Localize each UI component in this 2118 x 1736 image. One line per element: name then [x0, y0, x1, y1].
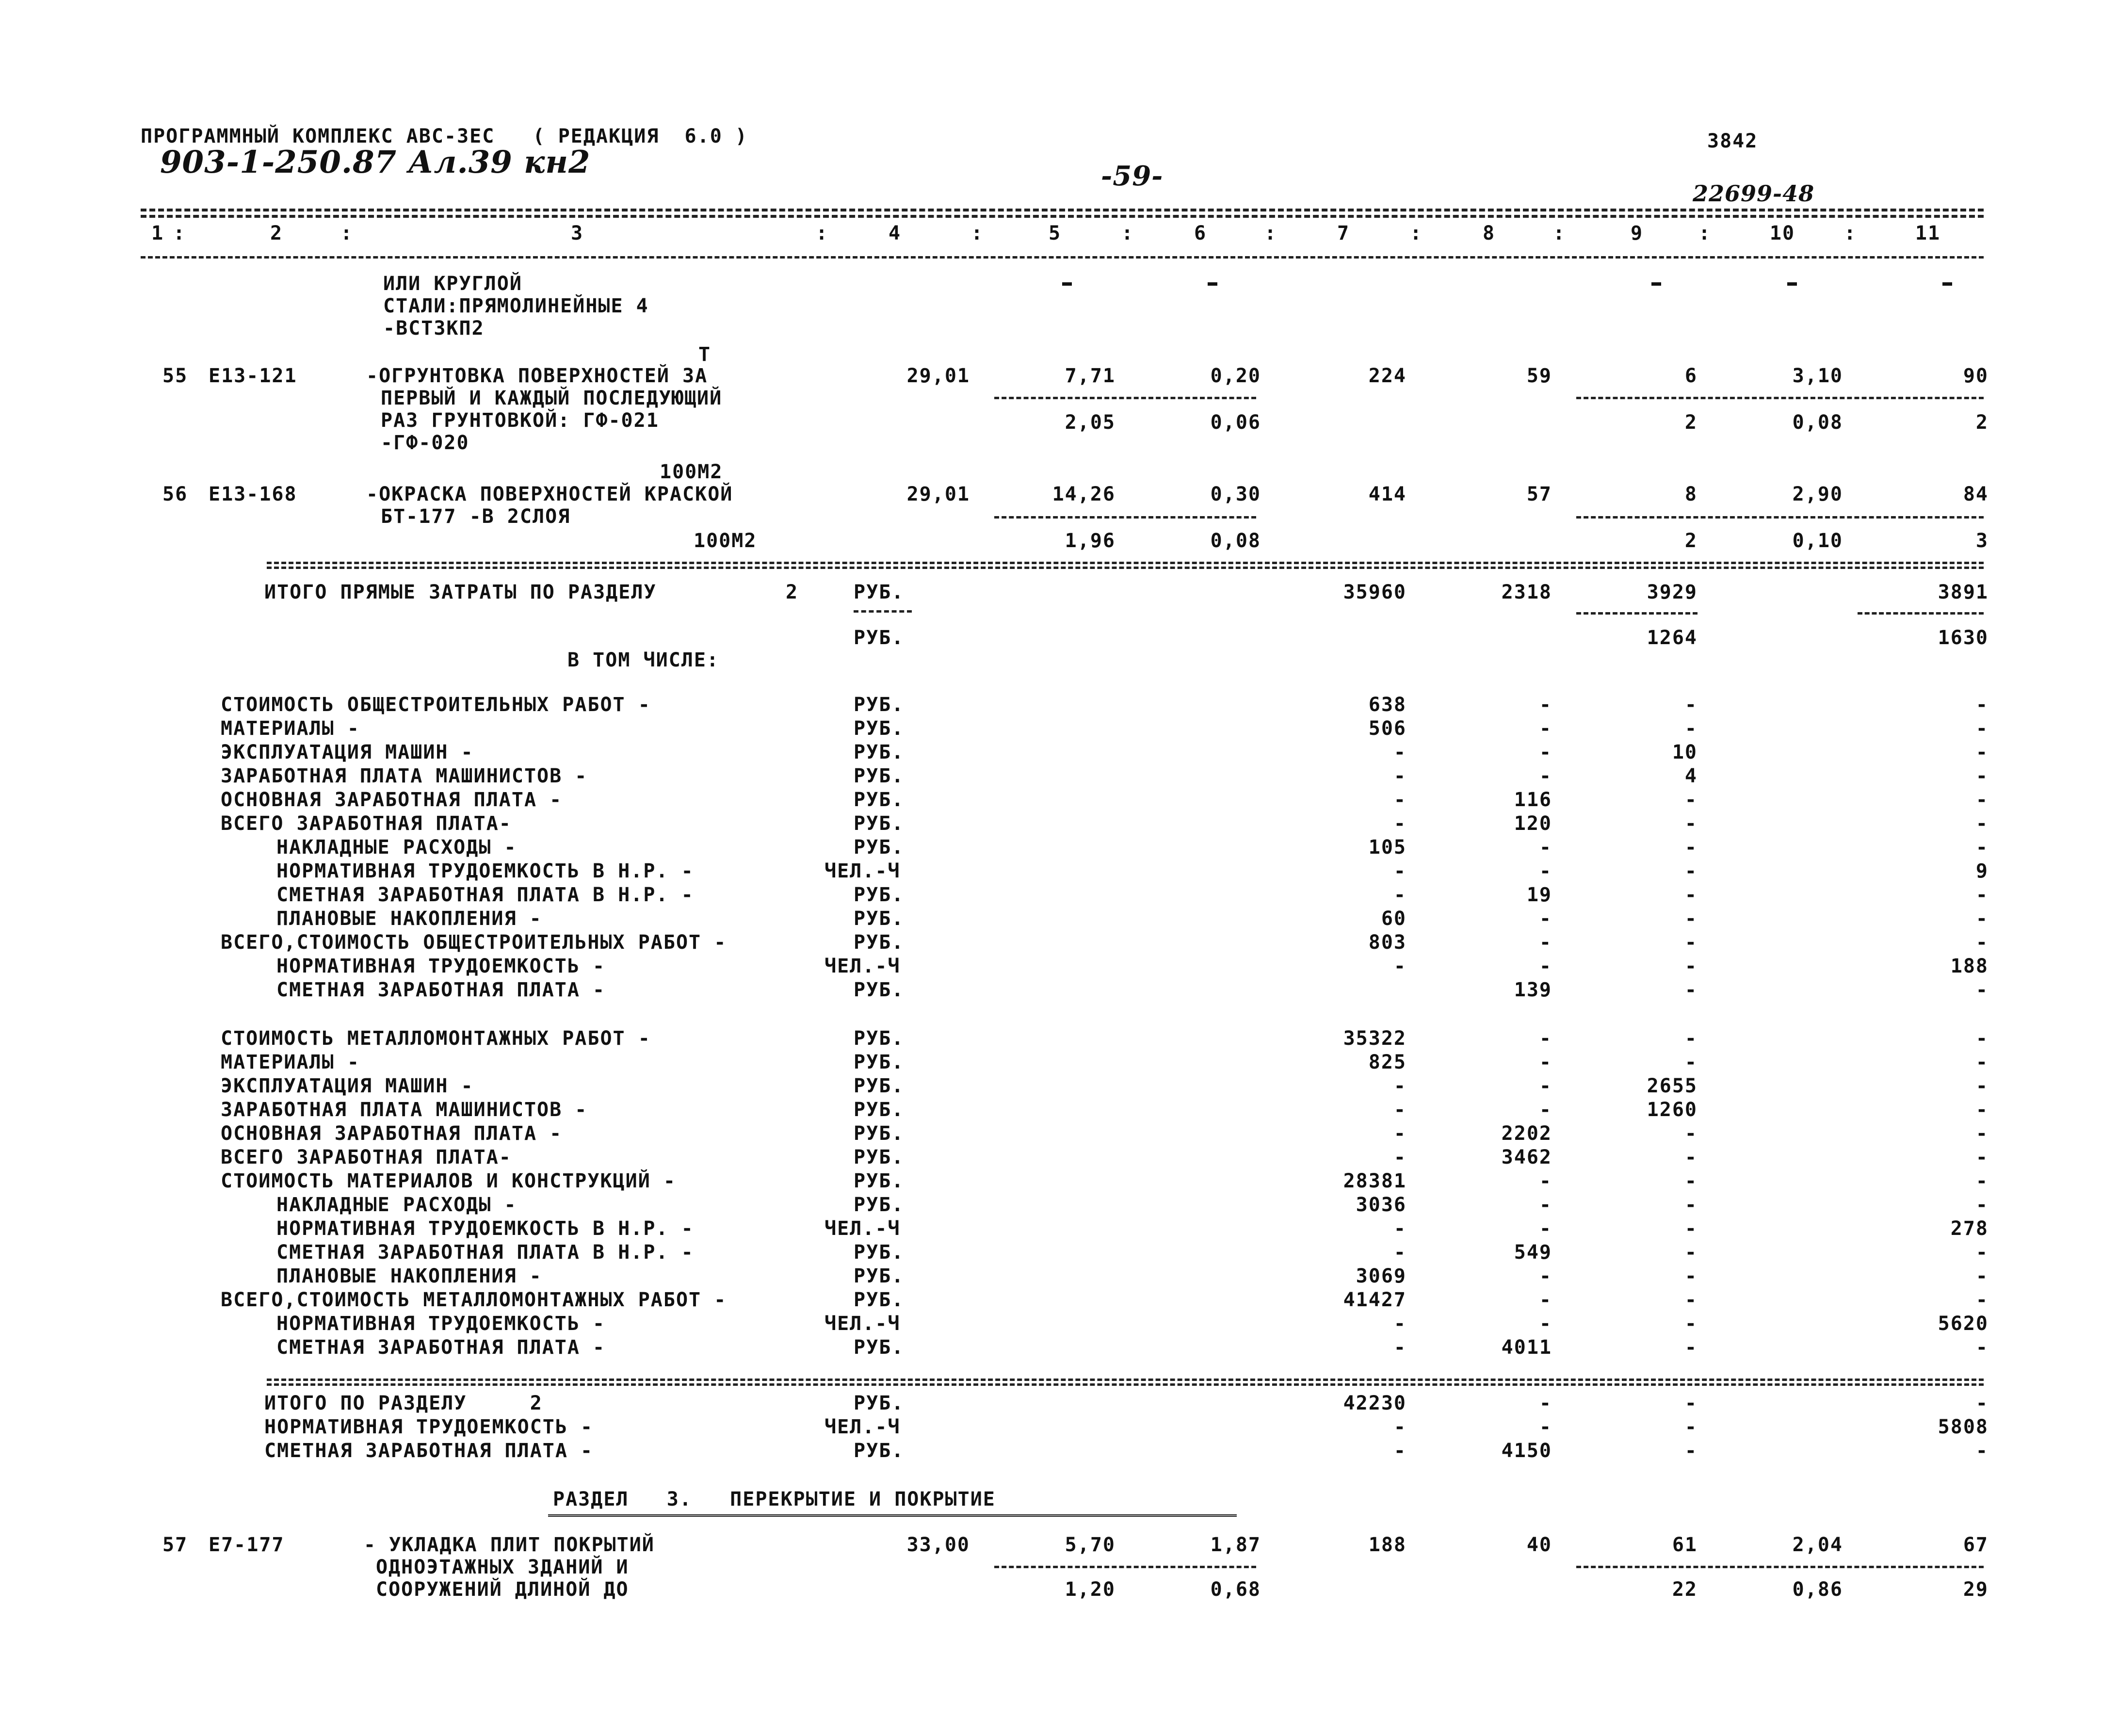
summary-label: СМЕТНАЯ ЗАРАБОТНАЯ ПЛАТА В Н.Р. -	[276, 884, 694, 906]
description-line: БТ-177 -В 2СЛОЯ	[381, 505, 571, 528]
section-underline	[548, 1514, 1237, 1517]
cell-wage: -	[1539, 741, 1552, 763]
cell-labor-total: 188	[1950, 955, 1989, 977]
including-label: В ТОМ ЧИСЛЕ:	[567, 649, 719, 671]
page-number: -59-	[1101, 160, 1164, 192]
cell-machines-b: 2	[1684, 411, 1698, 434]
cell-total: 224	[1368, 365, 1407, 387]
subline	[994, 397, 1256, 399]
summary-unit: РУБ.	[854, 1336, 905, 1359]
cell-labor-b: 0,10	[1792, 530, 1843, 552]
summary-label: ВСЕГО ЗАРАБОТНАЯ ПЛАТА-	[221, 812, 512, 835]
cell-machines: -	[1684, 1122, 1698, 1145]
cell-wage: -	[1539, 694, 1552, 716]
doc-code: 3842	[1707, 130, 1758, 152]
summary-unit: РУБ.	[854, 1075, 905, 1097]
cell-labor-total: -	[1975, 1336, 1989, 1359]
dash-mark	[1208, 282, 1217, 286]
cell-qty: 33,00	[906, 1534, 970, 1556]
cell-unit-cost-b: 1,96	[1065, 530, 1116, 552]
cell-wage: -	[1539, 1217, 1552, 1240]
summary-label: ОСНОВНАЯ ЗАРАБОТНАЯ ПЛАТА -	[221, 1122, 563, 1145]
description-line: СООРУЖЕНИЙ ДЛИНОЙ ДО	[376, 1578, 629, 1601]
description-line: ПЕРВЫЙ И КАЖДЫЙ ПОСЛЕДУЮЩИЙ	[381, 387, 723, 409]
cell-machines: 1260	[1647, 1099, 1698, 1121]
cell-labor-total: -	[1975, 741, 1989, 763]
cell-unit-cost-b: 2,05	[1065, 411, 1116, 434]
cell-labor-total-b: 2	[1975, 411, 1989, 434]
col-sep: :	[340, 222, 354, 244]
cell-labor: 2,04	[1792, 1534, 1843, 1556]
cell-total: 35322	[1343, 1027, 1407, 1050]
cell-total: 825	[1368, 1051, 1407, 1073]
cell-wage: -	[1539, 1265, 1552, 1287]
cell-machines: -	[1684, 979, 1698, 1001]
cell-total: -	[1393, 860, 1407, 882]
cell-labor-total-b: 1630	[1938, 627, 1989, 649]
col-sep: :	[970, 222, 984, 244]
summary-label: ПЛАНОВЫЕ НАКОПЛЕНИЯ -	[276, 1265, 542, 1287]
summary-label: ОСНОВНАЯ ЗАРАБОТНАЯ ПЛАТА -	[221, 789, 563, 811]
description-line: -ОКРАСКА ПОВЕРХНОСТЕЙ КРАСКОЙ	[366, 483, 733, 505]
subline	[1576, 1566, 1984, 1568]
cell-machines-b: 1264	[1647, 627, 1698, 649]
description-line: ИЛИ КРУГЛОЙ	[383, 273, 522, 295]
cell-machines: -	[1684, 1416, 1698, 1438]
cell-machines: -	[1684, 836, 1698, 859]
description-line: ОДНОЭТАЖНЫХ ЗДАНИЙ И	[376, 1556, 629, 1578]
summary-label: СТОИМОСТЬ МЕТАЛЛОМОНТАЖНЫХ РАБОТ -	[221, 1027, 651, 1050]
cell-machines: -	[1684, 1241, 1698, 1264]
summary-unit: РУБ.	[854, 1170, 905, 1192]
summary-unit: РУБ.	[854, 765, 905, 787]
summary-unit: ЧЕЛ.-Ч	[825, 955, 901, 977]
item-code: Е7-177	[209, 1534, 285, 1556]
description-line: - УКЛАДКА ПЛИТ ПОКРЫТИЙ	[364, 1534, 655, 1556]
cell-wage: 120	[1514, 812, 1552, 835]
cell-total: 414	[1368, 483, 1407, 505]
cell-total: 35960	[1343, 581, 1407, 603]
cell-wage: -	[1539, 955, 1552, 977]
cell-wage: 4150	[1501, 1440, 1552, 1462]
cell-labor-total: 84	[1963, 483, 1989, 505]
cell-machines: -	[1684, 1336, 1698, 1359]
summary-unit: ЧЕЛ.-Ч	[825, 1416, 901, 1438]
summary-unit: ЧЕЛ.-Ч	[825, 860, 901, 882]
cell-wage: 4011	[1501, 1336, 1552, 1359]
summary-unit: РУБ.	[854, 789, 905, 811]
summary-label: СТОИМОСТЬ ОБЩЕСТРОИТЕЛЬНЫХ РАБОТ -	[221, 694, 651, 716]
cell-unit-wage-b: 0,68	[1210, 1578, 1261, 1601]
cell-labor-total: -	[1975, 789, 1989, 811]
cell-wage: -	[1539, 1289, 1552, 1311]
cell-labor-total: -	[1975, 1099, 1989, 1121]
cell-unit-cost: 7,71	[1065, 365, 1116, 387]
cell-labor-total: -	[1975, 1194, 1989, 1216]
col-sep: :	[1843, 222, 1857, 244]
cell-total: -	[1393, 812, 1407, 835]
subline	[1576, 397, 1984, 399]
col-sep: :	[1264, 222, 1277, 244]
summary-unit: РУБ.	[854, 717, 905, 740]
summary-unit: РУБ.	[854, 1099, 905, 1121]
cell-total: -	[1393, 1336, 1407, 1359]
cell-wage: -	[1539, 1416, 1552, 1438]
cell-labor-total: 67	[1963, 1534, 1989, 1556]
cell-labor-total: -	[1975, 694, 1989, 716]
summary-label: ЭКСПЛУАТАЦИЯ МАШИН -	[221, 1075, 474, 1097]
cell-labor-total: 278	[1950, 1217, 1989, 1240]
cell-total: -	[1393, 1313, 1407, 1335]
unit-label: Т	[698, 343, 711, 366]
project-code: 903-1-250.87 Ал.39 кн2	[160, 144, 591, 180]
cell-labor-total: -	[1975, 931, 1989, 954]
cell-machines: -	[1684, 1289, 1698, 1311]
cell-wage: 2318	[1501, 581, 1552, 603]
cell-machines: -	[1684, 1265, 1698, 1287]
summary-label: ИТОГО ПО РАЗДЕЛУ 2	[264, 1392, 543, 1414]
total-direct-label: ИТОГО ПРЯМЫЕ ЗАТРАТЫ ПО РАЗДЕЛУ	[264, 581, 657, 603]
cell-machines: 6	[1684, 365, 1698, 387]
summary-unit: РУБ.	[854, 1194, 905, 1216]
item-number: 57	[162, 1534, 188, 1556]
summary-unit: РУБ.	[854, 812, 905, 835]
item-code: Е13-121	[209, 365, 297, 387]
dash-mark	[1062, 282, 1072, 286]
cell-machines: 61	[1672, 1534, 1698, 1556]
cell-machines: 8	[1684, 483, 1698, 505]
subline	[1576, 516, 1984, 519]
cell-total: 42230	[1343, 1392, 1407, 1414]
cell-machines: -	[1684, 717, 1698, 740]
dash-mark	[1942, 282, 1952, 286]
cell-machines: -	[1684, 1170, 1698, 1192]
cell-total: -	[1393, 884, 1407, 906]
cell-total: 41427	[1343, 1289, 1407, 1311]
cell-labor: 2,90	[1792, 483, 1843, 505]
dash-mark	[1651, 282, 1661, 286]
cell-wage: -	[1539, 1392, 1552, 1414]
cell-machines: -	[1684, 1146, 1698, 1168]
cell-total: -	[1393, 1217, 1407, 1240]
summary-unit: РУБ.	[854, 741, 905, 763]
summary-label: НОРМАТИВНАЯ ТРУДОЕМКОСТЬ -	[264, 1416, 594, 1438]
cell-machines: -	[1684, 1217, 1698, 1240]
section-rule	[267, 562, 1984, 564]
summary-label: СМЕТНАЯ ЗАРАБОТНАЯ ПЛАТА -	[276, 1336, 606, 1359]
cell-wage: -	[1539, 1075, 1552, 1097]
cell-labor: 3,10	[1792, 365, 1843, 387]
summary-unit: ЧЕЛ.-Ч	[825, 1217, 901, 1240]
cell-machines: -	[1684, 884, 1698, 906]
cell-machines-b: 22	[1672, 1578, 1698, 1601]
col-sep: :	[815, 222, 829, 244]
col-1: 1	[151, 222, 164, 244]
item-code: Е13-168	[209, 483, 297, 505]
cell-wage: -	[1539, 1194, 1552, 1216]
cell-labor-total: -	[1975, 812, 1989, 835]
summary-unit: РУБ.	[854, 979, 905, 1001]
cell-wage: 40	[1526, 1534, 1552, 1556]
cell-total: 803	[1368, 931, 1407, 954]
cell-unit-wage-b: 0,06	[1210, 411, 1261, 434]
cell-labor-total: -	[1975, 1392, 1989, 1414]
section-rule-2	[267, 1383, 1984, 1386]
cell-wage: -	[1539, 908, 1552, 930]
summary-unit: РУБ.	[854, 908, 905, 930]
summary-label: МАТЕРИАЛЫ -	[221, 1051, 360, 1073]
cell-unit-wage: 0,30	[1210, 483, 1261, 505]
cell-wage: -	[1539, 1313, 1552, 1335]
cell-machines: -	[1684, 931, 1698, 954]
cell-machines: 10	[1672, 741, 1698, 763]
col-6: 6	[1194, 222, 1207, 244]
summary-unit: РУБ.	[854, 1122, 905, 1145]
cell-labor-total: -	[1975, 1122, 1989, 1145]
cell-total: 506	[1368, 717, 1407, 740]
cell-total: -	[1393, 1241, 1407, 1264]
cell-total: -	[1393, 1075, 1407, 1097]
summary-label: ЭКСПЛУАТАЦИЯ МАШИН -	[221, 741, 474, 763]
cell-total: 3069	[1356, 1265, 1407, 1287]
dash-mark	[1787, 282, 1797, 286]
summary-unit: РУБ.	[854, 836, 905, 859]
summary-label: НАКЛАДНЫЕ РАСХОДЫ -	[276, 1194, 517, 1216]
summary-label: НОРМАТИВНАЯ ТРУДОЕМКОСТЬ В Н.Р. -	[276, 860, 694, 882]
summary-unit: РУБ.	[854, 1241, 905, 1264]
cell-qty: 29,01	[906, 483, 970, 505]
cell-machines: -	[1684, 1051, 1698, 1073]
cell-machines: 4	[1684, 765, 1698, 787]
summary-unit: РУБ.	[854, 931, 905, 954]
cell-total: 60	[1381, 908, 1407, 930]
total-direct-unit: РУБ.	[854, 581, 905, 603]
cell-labor-total: 9	[1975, 860, 1989, 882]
cell-unit-wage-b: 0,08	[1210, 530, 1261, 552]
doc-number: 22699-48	[1693, 180, 1815, 207]
cell-machines: -	[1684, 789, 1698, 811]
cell-machines: 3929	[1647, 581, 1698, 603]
cell-unit-cost: 14,26	[1052, 483, 1116, 505]
cell-labor-total: -	[1975, 1289, 1989, 1311]
col-11: 11	[1915, 222, 1941, 244]
item-number: 56	[162, 483, 188, 505]
cell-wage: -	[1539, 717, 1552, 740]
cell-wage: -	[1539, 1170, 1552, 1192]
cell-unit-cost: 5,70	[1065, 1534, 1116, 1556]
summary-unit: РУБ.	[854, 694, 905, 716]
cell-total: -	[1393, 741, 1407, 763]
cell-total: 3036	[1356, 1194, 1407, 1216]
col-sep: :	[1552, 222, 1566, 244]
cell-wage: -	[1539, 1027, 1552, 1050]
col-3: 3	[570, 222, 584, 244]
cell-labor-total: -	[1975, 979, 1989, 1001]
cell-wage: -	[1539, 1051, 1552, 1073]
summary-label: НОРМАТИВНАЯ ТРУДОЕМКОСТЬ -	[276, 955, 606, 977]
subline	[1576, 612, 1698, 615]
cell-total: -	[1393, 765, 1407, 787]
cell-labor-total: -	[1975, 1265, 1989, 1287]
summary-unit: РУБ.	[854, 1392, 905, 1414]
cell-wage: -	[1539, 931, 1552, 954]
subline	[994, 1566, 1256, 1568]
cell-labor-b: 0,86	[1792, 1578, 1843, 1601]
cell-labor-total-b: 29	[1963, 1578, 1989, 1601]
cell-wage: 139	[1514, 979, 1552, 1001]
cell-total: -	[1393, 1416, 1407, 1438]
cell-machines: -	[1684, 955, 1698, 977]
header-rule-top	[141, 209, 1984, 211]
summary-label: СМЕТНАЯ ЗАРАБОТНАЯ ПЛАТА В Н.Р. -	[276, 1241, 694, 1264]
cell-labor-total: 90	[1963, 365, 1989, 387]
summary-unit: РУБ.	[854, 1051, 905, 1073]
description-line: РАЗ ГРУНТОВКОЙ: ГФ-021	[381, 409, 659, 432]
col-sep: :	[1698, 222, 1712, 244]
summary-label: ПЛАНОВЫЕ НАКОПЛЕНИЯ -	[276, 908, 542, 930]
cell-total: -	[1393, 1146, 1407, 1168]
col-8: 8	[1482, 222, 1496, 244]
total-direct-unit-2: РУБ.	[854, 627, 905, 649]
cell-labor-total: 5620	[1938, 1313, 1989, 1335]
section-rule-2	[267, 567, 1984, 569]
col-5: 5	[1048, 222, 1062, 244]
col-sep: :	[1409, 222, 1423, 244]
item-number: 55	[162, 365, 188, 387]
summary-label: ЗАРАБОТНАЯ ПЛАТА МАШИНИСТОВ -	[221, 1099, 588, 1121]
header-rule-top-2	[141, 215, 1984, 218]
description-line: -ВСТ3КП2	[383, 317, 485, 340]
cell-unit-cost-b: 1,20	[1065, 1578, 1116, 1601]
cell-wage: 2202	[1501, 1122, 1552, 1145]
cell-total: 105	[1368, 836, 1407, 859]
col-2: 2	[270, 222, 283, 244]
cell-machines: -	[1684, 694, 1698, 716]
cell-machines: -	[1684, 908, 1698, 930]
subline	[994, 516, 1256, 519]
cell-labor-total: -	[1975, 1170, 1989, 1192]
summary-unit: РУБ.	[854, 884, 905, 906]
col-7: 7	[1337, 222, 1350, 244]
cell-unit-wage: 0,20	[1210, 365, 1261, 387]
cell-labor-total: -	[1975, 908, 1989, 930]
cell-wage: 116	[1514, 789, 1552, 811]
summary-label: СМЕТНАЯ ЗАРАБОТНАЯ ПЛАТА -	[264, 1440, 594, 1462]
program-title: ПРОГРАММНЫЙ КОМПЛЕКС АВС-3ЕС ( РЕДАКЦИЯ 6.0 )	[141, 125, 748, 147]
summary-label: НАКЛАДНЫЕ РАСХОДЫ -	[276, 836, 517, 859]
cell-unit-wage: 1,87	[1210, 1534, 1261, 1556]
cell-labor-total: -	[1975, 884, 1989, 906]
summary-unit: РУБ.	[854, 1146, 905, 1168]
cell-labor-total: -	[1975, 1051, 1989, 1073]
cell-wage: -	[1539, 765, 1552, 787]
cell-total: -	[1393, 955, 1407, 977]
cell-total: 188	[1368, 1534, 1407, 1556]
section-title: РАЗДЕЛ 3. ПЕРЕКРЫТИЕ И ПОКРЫТИЕ	[553, 1488, 996, 1510]
subline	[1858, 612, 1984, 615]
cell-labor-b: 0,08	[1792, 411, 1843, 434]
cell-labor-total: 5808	[1938, 1416, 1989, 1438]
cell-labor-total: -	[1975, 1241, 1989, 1264]
total-direct-section: 2	[786, 581, 799, 603]
cell-wage: -	[1539, 860, 1552, 882]
cell-wage: 549	[1514, 1241, 1552, 1264]
cell-machines: -	[1684, 812, 1698, 835]
cell-total: -	[1393, 1440, 1407, 1462]
cell-qty: 29,01	[906, 365, 970, 387]
description-line: -ОГРУНТОВКА ПОВЕРХНОСТЕЙ ЗА	[366, 365, 708, 387]
cell-wage: -	[1539, 1099, 1552, 1121]
unit-label: 100М2	[660, 461, 723, 483]
cell-labor-total-b: 3	[1975, 530, 1989, 552]
cell-total: -	[1393, 1122, 1407, 1145]
col-9: 9	[1630, 222, 1644, 244]
header-rule-bottom	[141, 256, 1984, 259]
unit-label: 100М2	[694, 530, 757, 552]
summary-unit: РУБ.	[854, 1440, 905, 1462]
cell-machines: -	[1684, 1392, 1698, 1414]
cell-labor-total: -	[1975, 1075, 1989, 1097]
summary-label: НОРМАТИВНАЯ ТРУДОЕМКОСТЬ В Н.Р. -	[276, 1217, 694, 1240]
summary-unit: ЧЕЛ.-Ч	[825, 1313, 901, 1335]
cell-total: 638	[1368, 694, 1407, 716]
col-sep: :	[173, 222, 186, 244]
summary-unit: РУБ.	[854, 1027, 905, 1050]
cell-machines: -	[1684, 860, 1698, 882]
cell-labor-total: -	[1975, 1146, 1989, 1168]
col-10: 10	[1769, 222, 1795, 244]
subline	[854, 610, 912, 613]
cell-machines: 2655	[1647, 1075, 1698, 1097]
summary-unit: РУБ.	[854, 1265, 905, 1287]
summary-label: МАТЕРИАЛЫ -	[221, 717, 360, 740]
cell-machines: -	[1684, 1027, 1698, 1050]
section-rule	[267, 1379, 1984, 1381]
cell-machines-b: 2	[1684, 530, 1698, 552]
cell-labor-total: -	[1975, 836, 1989, 859]
cell-machines: -	[1684, 1313, 1698, 1335]
description-line: -ГФ-020	[381, 432, 469, 454]
cell-wage: 3462	[1501, 1146, 1552, 1168]
summary-label: СТОИМОСТЬ МАТЕРИАЛОВ И КОНСТРУКЦИЙ -	[221, 1170, 676, 1192]
summary-label: СМЕТНАЯ ЗАРАБОТНАЯ ПЛАТА -	[276, 979, 606, 1001]
summary-label: НОРМАТИВНАЯ ТРУДОЕМКОСТЬ -	[276, 1313, 606, 1335]
cell-machines: -	[1684, 1194, 1698, 1216]
summary-unit: РУБ.	[854, 1289, 905, 1311]
cell-wage: 57	[1526, 483, 1552, 505]
cell-wage: 59	[1526, 365, 1552, 387]
cell-labor-total: -	[1975, 717, 1989, 740]
cell-labor-total: -	[1975, 1440, 1989, 1462]
summary-label: ВСЕГО,СТОИМОСТЬ МЕТАЛЛОМОНТАЖНЫХ РАБОТ -	[221, 1289, 727, 1311]
cell-wage: 19	[1526, 884, 1552, 906]
cell-labor-total: 3891	[1938, 581, 1989, 603]
col-4: 4	[888, 222, 902, 244]
summary-label: ВСЕГО,СТОИМОСТЬ ОБЩЕСТРОИТЕЛЬНЫХ РАБОТ -	[221, 931, 727, 954]
cell-total: 28381	[1343, 1170, 1407, 1192]
cell-total: -	[1393, 789, 1407, 811]
summary-label: ЗАРАБОТНАЯ ПЛАТА МАШИНИСТОВ -	[221, 765, 588, 787]
cell-machines: -	[1684, 1440, 1698, 1462]
cell-total: -	[1393, 1099, 1407, 1121]
cell-wage: -	[1539, 836, 1552, 859]
cell-labor-total: -	[1975, 765, 1989, 787]
summary-label: ВСЕГО ЗАРАБОТНАЯ ПЛАТА-	[221, 1146, 512, 1168]
col-sep: :	[1121, 222, 1134, 244]
description-line: СТАЛИ:ПРЯМОЛИНЕЙНЫЕ 4	[383, 295, 649, 317]
cell-labor-total: -	[1975, 1027, 1989, 1050]
